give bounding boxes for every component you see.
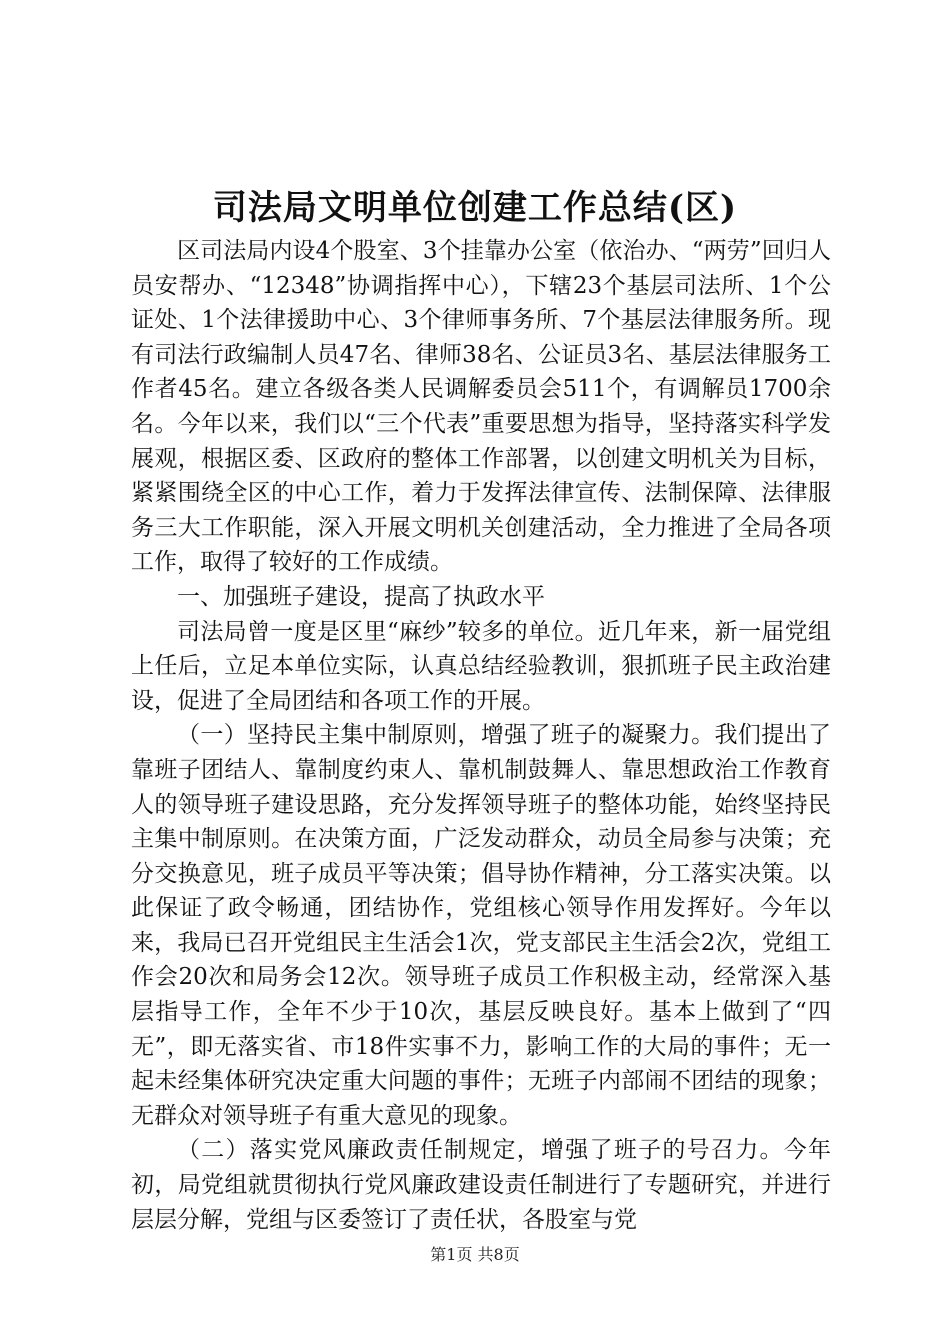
section-1-paragraph: 司法局曾一度是区里“麻纱”较多的单位。近几年来，新一届党组上任后，立足本单位实际，认真总结经验教训，狠抓班子民主政治建设，促进了全局团结和各项工作的开展。 <box>131 618 831 714</box>
page-number-footer: 第1页 共8页 <box>430 1245 520 1264</box>
intro-paragraph: 区司法局内设4个股室、3个挂靠办公室（依治办、“两劳”回归人员安帮办、“12348”协调指挥中心），下辖23个基层司法所、1个公证处、1个法律援助中心、3个律师事务所、7个基层法律服务所。现有司法行政编制人员47名、律师38名、公证员3名、基层法律服务工作者45名。建立各级各类人民调解委员会511个，有调解员1700余名。今年以来，我们以“三个代表”重要思想为指导，坚持落实科学发展观，根据区委、区政府的整体工作部署，以创建文明机关为目标，紧紧围绕全区的中心工作，着力于发挥法律宣传、法制保障、法律服务三大工作职能，深入开展文明机关创建活动，全力推进了全局各项工作，取得了较好的工作成绩。 <box>131 238 831 576</box>
section-heading-1: 一、加强班子建设，提高了执政水平 <box>177 583 545 610</box>
subsection-2-paragraph: （二）落实党风廉政责任制规定，增强了班子的号召力。今年初，局党组就贯彻执行党风廉政建设责任制进行了专题研究，并进行层层分解，党组与区委签订了责任状，各股室与党 <box>131 1137 831 1233</box>
document-title: 司法局文明单位创建工作总结(区) <box>212 188 738 228</box>
document-body <box>131 234 831 1237</box>
subsection-1-paragraph: （一）坚持民主集中制原则，增强了班子的凝聚力。我们提出了靠班子团结人、靠制度约束人、靠机制鼓舞人、靠思想政治工作教育人的领导班子建设思路，充分发挥领导班子的整体功能，始终坚持民主集中制原则。在决策方面，广泛发动群众，动员全局参与决策；充分交换意见，班子成员平等决策；倡导协作精神，分工落实决策。以此保证了政令畅通，团结协作，党组核心领导作用发挥好。今年以来，我局已召开党组民主生活会1次，党支部民主生活会2次，党组工作会20次和局务会12次。领导班子成员工作积极主动，经常深入基层指导工作，全年不少于10次，基层反映良好。基本上做到了“四无”，即无落实省、市18件实事不力，影响工作的大局的事件；无一起未经集体研究决定重大问题的事件；无班子内部闹不团结的现象；无群众对领导班子有重大意见的现象。 <box>131 722 831 1129</box>
